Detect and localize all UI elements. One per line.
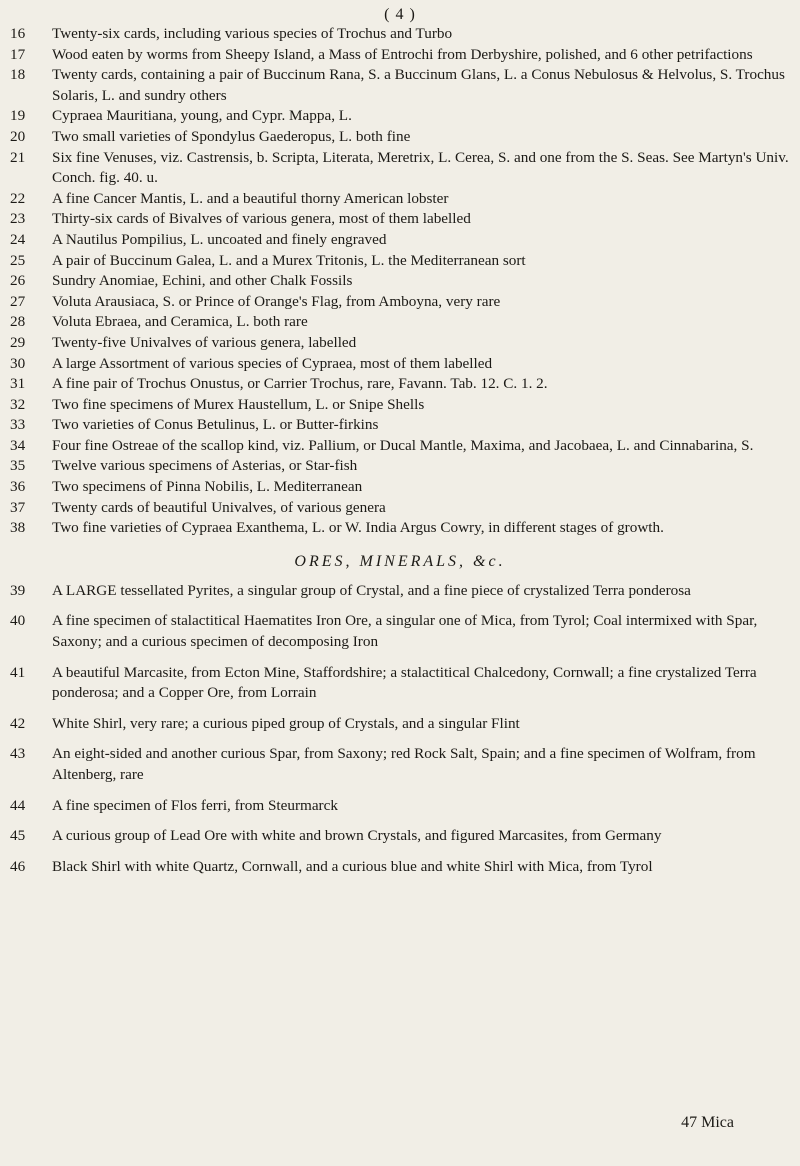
lot-description: A fine pair of Trochus Onustus, or Carrier Trochus, rare, Favann. Tab. 12. C. 1. 2.: [52, 375, 548, 393]
lot-number: 38: [10, 519, 26, 537]
lot-number: 45: [10, 827, 26, 845]
lot-description: Thirty-six cards of Bivalves of various genera, most of them labelled: [52, 210, 471, 228]
lot-number: 23: [10, 210, 26, 228]
lot-entry: [10, 374, 790, 395]
lot-entry: [10, 333, 790, 354]
lot-number: 36: [10, 478, 26, 496]
lot-entry: [10, 518, 790, 539]
lot-list: [10, 24, 790, 877]
catchword: 47 Mica: [681, 1114, 734, 1131]
lot-number: 21: [10, 148, 26, 166]
lot-number: 16: [10, 25, 26, 42]
lot-description: A beautiful Marcasite, from Ecton Mine, Staffordshire; a stalactitical Chalcedony, Cornwall; a fine crystalized Terra ponderosa; and a Copper Ore, from Lorrain: [52, 663, 757, 702]
lot-description: Cypraea Mauritiana, young, and Cypr. Mappa, L.: [52, 107, 352, 125]
lot-number: 43: [10, 745, 26, 763]
lot-description: Wood eaten by worms from Sheepy Island, a Mass of Entrochi from Derbyshire, polished, and 6 other petrifactions: [52, 45, 753, 63]
lot-entry: [10, 714, 790, 735]
lot-description: Black Shirl with white Quartz, Cornwall, and a curious blue and white Shirl with Mica, from Tyrol: [52, 857, 653, 875]
lot-number: 28: [10, 313, 26, 331]
lot-number: 27: [10, 292, 26, 310]
lot-description: A LARGE tessellated Pyrites, a singular group of Crystal, and a fine piece of crystalized Terra ponderosa: [52, 581, 691, 599]
lot-description: Voluta Ebraea, and Ceramica, L. both rare: [52, 313, 308, 331]
lot-number: 35: [10, 457, 26, 475]
lot-entry: [10, 477, 790, 498]
lot-number: 30: [10, 354, 26, 372]
lot-number: 20: [10, 127, 26, 145]
lot-entry: [10, 189, 790, 210]
lot-number: 46: [10, 857, 26, 875]
lot-entry: [10, 663, 790, 704]
lot-description: Two small varieties of Spondylus Gaederopus, L. both fine: [52, 127, 411, 145]
lot-number: 44: [10, 796, 26, 814]
lot-number: 37: [10, 498, 26, 516]
page-number: ( 4 ): [384, 6, 416, 23]
section-heading: ORES, MINERALS, &c.: [294, 552, 506, 570]
lot-number: 18: [10, 66, 26, 84]
lot-entry: [10, 581, 790, 602]
lot-entry: [10, 744, 790, 785]
lot-entry: [10, 209, 790, 230]
lot-number: 31: [10, 375, 26, 393]
lot-description: Four fine Ostreae of the scallop kind, viz. Pallium, or Ducal Mantle, Maxima, and Jacobaea, L. and Cinnabarina, S.: [52, 436, 754, 454]
lot-number: 42: [10, 714, 26, 732]
lot-entry: [10, 498, 790, 519]
lot-description: A large Assortment of various species of Cypraea, most of them labelled: [52, 354, 493, 372]
lot-number: 22: [10, 189, 26, 207]
lot-entry: [10, 796, 790, 817]
lot-description: A pair of Buccinum Galea, L. and a Murex Tritonis, L. the Mediterranean sort: [52, 251, 526, 269]
lot-number: 34: [10, 436, 26, 454]
lot-entry: [10, 127, 790, 148]
lot-entry: [10, 395, 790, 416]
lot-description: Two specimens of Pinna Nobilis, L. Mediterranean: [52, 478, 363, 496]
lot-entry: [10, 271, 790, 292]
lot-number: 19: [10, 107, 26, 125]
lot-description: A fine specimen of stalactitical Haematites Iron Ore, a singular one of Mica, from Tyrol; Coal intermixed with Spar, Saxony; and a curious specimen of decomposing Iron: [52, 612, 758, 651]
lot-entry: [10, 24, 790, 45]
lot-number: 41: [10, 663, 26, 681]
lot-description: Two fine specimens of Murex Haustellum, L. or Snipe Shells: [52, 395, 425, 413]
lot-entry: [10, 230, 790, 251]
lot-entry: [10, 611, 790, 652]
lot-description: A fine specimen of Flos ferri, from Steurmarck: [52, 796, 338, 814]
lot-description: A curious group of Lead Ore with white and brown Crystals, and figured Marcasites, from Germany: [52, 827, 662, 845]
lot-number: 17: [10, 45, 26, 63]
lot-number: 40: [10, 612, 26, 630]
lot-number: 26: [10, 272, 26, 290]
lot-entry: [10, 436, 790, 457]
lot-entry: [10, 292, 790, 313]
lot-number: 29: [10, 333, 26, 351]
lot-number: 32: [10, 395, 26, 413]
lot-number: 25: [10, 251, 26, 269]
lot-entry: [10, 354, 790, 375]
lot-description: A fine Cancer Mantis, L. and a beautiful thorny American lobster: [52, 189, 449, 207]
lot-entry: [10, 65, 790, 106]
lot-entry: [10, 415, 790, 436]
lot-description: Twenty cards of beautiful Univalves, of various genera: [52, 498, 386, 516]
lot-description: Twenty-six cards, including various species of Trochus and Turbo: [52, 25, 453, 42]
lot-entry: [10, 45, 790, 66]
lot-description: An eight-sided and another curious Spar, from Saxony; red Rock Salt, Spain; and a fine specimen of Wolfram, from Altenberg, rare: [52, 745, 756, 783]
lot-entry: [10, 456, 790, 477]
lot-description: Twenty cards, containing a pair of Buccinum Rana, S. a Buccinum Glans, L. a Conus Nebulosus & Helvolus, S. Trochus Solaris, L. and sundry others: [52, 66, 785, 104]
lot-description: Two fine varieties of Cypraea Exanthema, L. or W. India Argus Cowry, in different stages of growth.: [52, 519, 664, 537]
lot-entry: [10, 251, 790, 272]
lot-description: Voluta Arausiaca, S. or Prince of Orange's Flag, from Amboyna, very rare: [52, 292, 501, 310]
lot-description: Six fine Venuses, viz. Castrensis, b. Scripta, Literata, Meretrix, L. Cerea, S. and one from the S. Seas. See Martyn's Univ. Conch. fig. 40. u.: [52, 148, 789, 187]
lot-entry: [10, 857, 790, 878]
lot-entry: [10, 148, 790, 189]
lot-number: 24: [10, 230, 26, 248]
lot-entry: [10, 826, 790, 847]
lot-description: White Shirl, very rare; a curious piped group of Crystals, and a singular Flint: [52, 714, 520, 732]
lot-number: 33: [10, 416, 26, 434]
lot-description: Twelve various specimens of Asterias, or Star-fish: [52, 457, 358, 475]
lot-entry: [10, 312, 790, 333]
lot-number: 39: [10, 581, 26, 599]
lot-description: Twenty-five Univalves of various genera, labelled: [52, 333, 357, 351]
lot-description: Sundry Anomiae, Echini, and other Chalk Fossils: [52, 272, 353, 290]
lot-description: Two varieties of Conus Betulinus, L. or Butter-firkins: [52, 416, 379, 434]
lot-description: A Nautilus Pompilius, L. uncoated and finely engraved: [52, 230, 387, 248]
lot-entry: [10, 106, 790, 127]
